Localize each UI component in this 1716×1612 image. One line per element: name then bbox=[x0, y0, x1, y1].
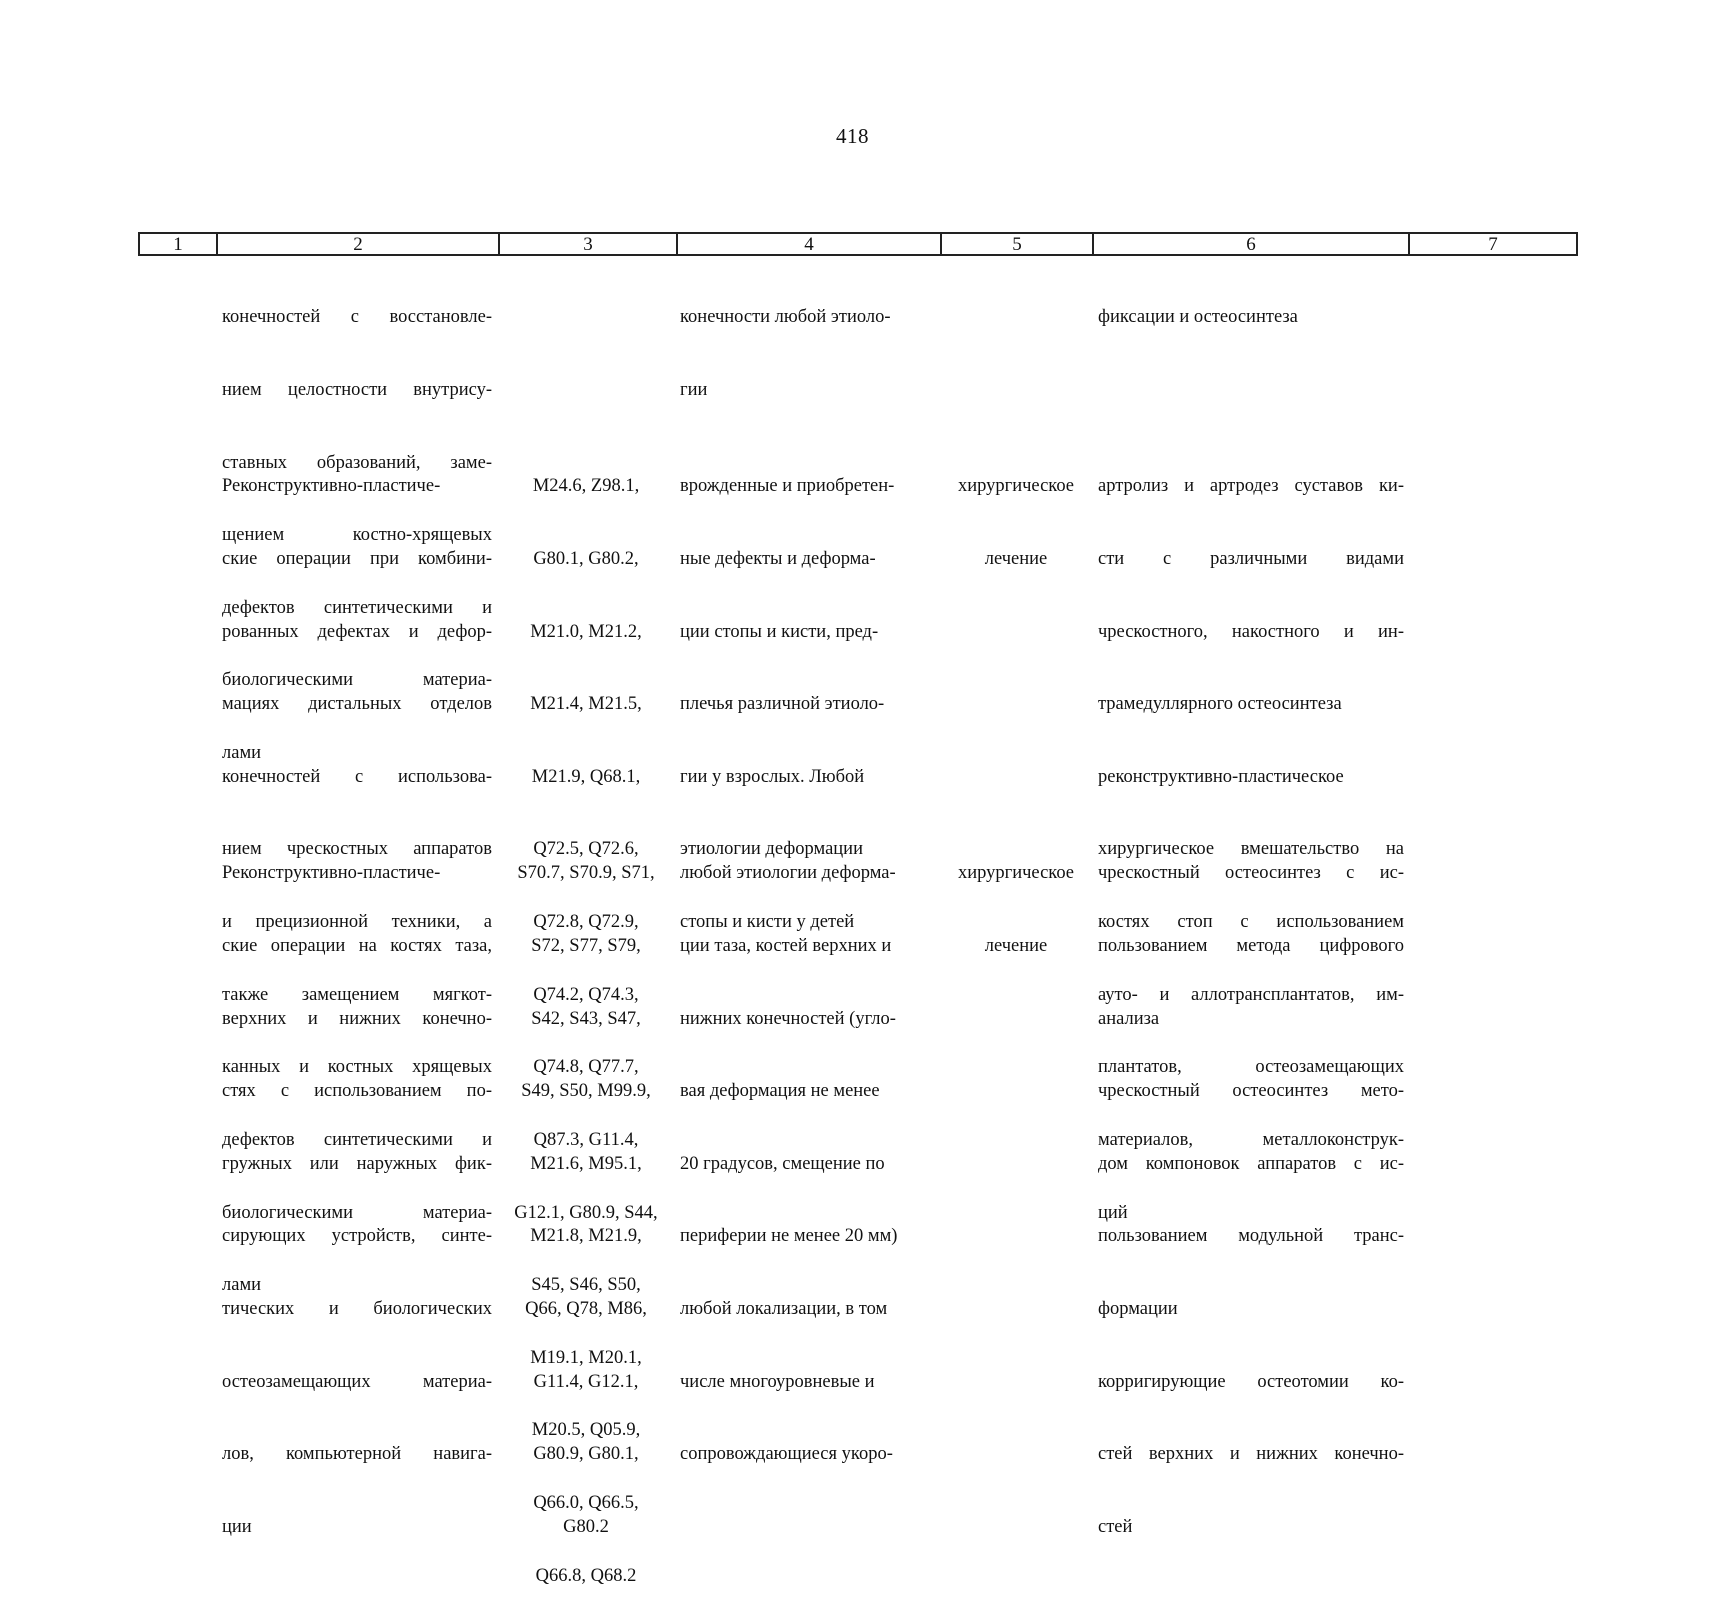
column-number-header bbox=[138, 232, 1578, 256]
page-number: 418 bbox=[836, 124, 869, 148]
header-col-4: 4 bbox=[678, 234, 942, 254]
text-line: хирургическое bbox=[957, 863, 1075, 884]
text-line: любой локализации, в том bbox=[680, 1299, 888, 1320]
row1-col4-condition bbox=[680, 257, 932, 426]
text-line: нижних конечностей (угло- bbox=[680, 1008, 896, 1029]
text-line: Q66, Q78, M86, bbox=[525, 1299, 647, 1320]
text-line: этиологии деформации bbox=[680, 839, 863, 860]
text-line: стей bbox=[1098, 1516, 1133, 1537]
text-line: хирургическое bbox=[957, 476, 1075, 497]
text-line: канных и костных хрящевых bbox=[222, 1057, 492, 1078]
text-line: рованных дефектах и дефор- bbox=[222, 621, 492, 642]
text-line: биологическими материа- bbox=[222, 1202, 492, 1223]
row3-col3-icd-codes bbox=[498, 813, 674, 1563]
text-line: анализа bbox=[1098, 1008, 1160, 1029]
text-line: S42, S43, S47, bbox=[531, 1008, 641, 1029]
text-line: 20 градусов, смещение по bbox=[680, 1153, 885, 1174]
row3-col2-description bbox=[222, 813, 492, 1563]
text-line: биологическими материа- bbox=[222, 670, 492, 691]
text-line: сопровождающиеся укоро- bbox=[680, 1444, 893, 1465]
text-line: G80.1, G80.2, bbox=[533, 549, 639, 570]
text-line: пользованием метода цифрового bbox=[1098, 936, 1404, 957]
text-line: стей верхних и нижних конечно- bbox=[1098, 1444, 1404, 1465]
text-line: M21.0, M21.2, bbox=[530, 621, 642, 642]
text-line: лами bbox=[222, 743, 262, 764]
text-line: сти с различными видами bbox=[1098, 549, 1404, 570]
text-line: ций bbox=[1098, 1202, 1128, 1223]
text-line: щением костно-хрящевых bbox=[222, 525, 492, 546]
text-line: ские операции при комбини- bbox=[222, 549, 492, 570]
text-line: числе многоуровневые и bbox=[680, 1371, 875, 1392]
text-line: ские операции на костях таза, bbox=[222, 936, 492, 957]
text-line: лами bbox=[222, 1275, 262, 1296]
text-line: периферии не менее 20 мм) bbox=[680, 1226, 898, 1247]
text-line: M21.8, M21.9, bbox=[530, 1226, 642, 1247]
text-line: Q66.8, Q68.2 bbox=[535, 1565, 637, 1586]
text-line: гружных или наружных фик- bbox=[222, 1153, 492, 1174]
text-line: конечностей с использова- bbox=[222, 766, 492, 787]
row2-col5-treatment-type bbox=[942, 426, 1090, 595]
text-line: лов, компьютерной навига- bbox=[222, 1444, 492, 1465]
header-col-3: 3 bbox=[500, 234, 678, 254]
text-line: M24.6, Z98.1, bbox=[532, 476, 640, 497]
text-line: G12.1, G80.9, S44, bbox=[514, 1202, 658, 1223]
text-line: тических и биологических bbox=[222, 1299, 492, 1320]
text-line: чрескостный остеосинтез с ис- bbox=[1098, 863, 1404, 884]
row3-col4-condition bbox=[680, 813, 932, 1491]
text-line: нием чрескостных аппаратов bbox=[222, 839, 492, 860]
text-line: дефектов синтетическими и bbox=[222, 1129, 492, 1150]
text-line: также замещением мягкот- bbox=[222, 984, 492, 1005]
text-line: остеозамещающих материа- bbox=[222, 1371, 492, 1392]
text-line: артролиз и артродез суставов ки- bbox=[1098, 476, 1404, 497]
text-line: дефектов синтетическими и bbox=[222, 597, 492, 618]
text-line: плантатов, остеозамещающих bbox=[1098, 1057, 1404, 1078]
text-line: Реконструктивно-пластиче- bbox=[222, 863, 441, 884]
text-line: верхних и нижних конечно- bbox=[222, 1008, 492, 1029]
row1-col6-method bbox=[1098, 257, 1404, 354]
text-line: Q74.2, Q74.3, bbox=[533, 984, 639, 1005]
row3-col5-treatment-type bbox=[942, 813, 1090, 982]
header-col-6: 6 bbox=[1094, 234, 1410, 254]
text-line: вая деформация не менее bbox=[680, 1081, 880, 1102]
text-line: чрескостный остеосинтез мето- bbox=[1098, 1081, 1404, 1102]
text-line: конечностей с восстановле- bbox=[222, 307, 492, 328]
text-line: ции таза, костей верхних и bbox=[680, 936, 892, 957]
text-line: костях стоп с использованием bbox=[1098, 912, 1404, 933]
text-line: дом компоновок аппаратов с ис- bbox=[1098, 1153, 1404, 1174]
text-line: G80.2 bbox=[563, 1516, 609, 1537]
text-line: мациях дистальных отделов bbox=[222, 694, 492, 715]
text-line: врожденные и приобретен- bbox=[680, 476, 895, 497]
text-line: любой этиологии деформа- bbox=[680, 863, 896, 884]
text-line: S70.7, S70.9, S71, bbox=[517, 863, 655, 884]
text-line: стях с использованием по- bbox=[222, 1081, 492, 1102]
text-line: M21.9, Q68.1, bbox=[531, 766, 641, 787]
text-line: Q72.5, Q72.6, bbox=[533, 839, 639, 860]
text-line: гии у взрослых. Любой bbox=[680, 766, 865, 787]
text-line: M20.5, Q05.9, bbox=[531, 1420, 641, 1441]
text-line: M19.1, M20.1, bbox=[530, 1347, 642, 1368]
text-line: пользованием модульной транс- bbox=[1098, 1226, 1404, 1247]
text-line: S72, S77, S79, bbox=[531, 936, 641, 957]
text-line: M21.6, M95.1, bbox=[530, 1153, 642, 1174]
text-line: Реконструктивно-пластиче- bbox=[222, 476, 441, 497]
text-line: Q66.0, Q66.5, bbox=[533, 1492, 639, 1513]
text-line: M21.4, M21.5, bbox=[530, 694, 642, 715]
text-line: G80.9, G80.1, bbox=[533, 1444, 639, 1465]
text-line: ции стопы и кисти, пред- bbox=[680, 621, 879, 642]
header-col-5: 5 bbox=[942, 234, 1094, 254]
text-line: и прецизионной техники, а bbox=[222, 912, 492, 933]
header-col-1: 1 bbox=[140, 234, 218, 254]
text-line: ауто- и аллотрансплантатов, им- bbox=[1098, 984, 1404, 1005]
text-line: ставных образований, заме- bbox=[222, 452, 492, 473]
text-line: Q74.8, Q77.7, bbox=[533, 1057, 639, 1078]
text-line: чрескостного, накостного и ин- bbox=[1098, 621, 1404, 642]
text-line: фиксации и остеосинтеза bbox=[1098, 307, 1298, 328]
text-line: лечение bbox=[984, 549, 1048, 570]
text-line: S49, S50, M99.9, bbox=[521, 1081, 651, 1102]
text-line: ные дефекты и деформа- bbox=[680, 549, 876, 570]
text-line: плечья различной этиоло- bbox=[680, 694, 885, 715]
text-line: Q87.3, G11.4, bbox=[533, 1129, 639, 1150]
text-line: хирургическое вмешательство на bbox=[1098, 839, 1404, 860]
text-line: сирующих устройств, синте- bbox=[222, 1226, 492, 1247]
text-line: конечности любой этиоло- bbox=[680, 307, 891, 328]
text-line: ции bbox=[222, 1516, 252, 1537]
text-line: материалов, металлоконструк- bbox=[1098, 1129, 1404, 1150]
text-line: стопы и кисти у детей bbox=[680, 912, 855, 933]
row3-col6-method bbox=[1098, 813, 1404, 1563]
text-line: трамедуллярного остеосинтеза bbox=[1098, 694, 1342, 715]
text-line: формации bbox=[1098, 1299, 1178, 1320]
header-col-7: 7 bbox=[1488, 234, 1498, 255]
header-col-2: 2 bbox=[218, 234, 500, 254]
text-line: гии bbox=[680, 380, 708, 401]
text-line: S45, S46, S50, bbox=[531, 1275, 641, 1296]
text-line: реконструктивно-пластическое bbox=[1098, 766, 1344, 787]
text-line: G11.4, G12.1, bbox=[533, 1371, 639, 1392]
text-line: Q72.8, Q72.9, bbox=[533, 912, 639, 933]
text-line: лечение bbox=[984, 936, 1048, 957]
text-line: нием целостности внутрису- bbox=[222, 380, 492, 401]
text-line: корригирующие остеотомии ко- bbox=[1098, 1371, 1404, 1392]
